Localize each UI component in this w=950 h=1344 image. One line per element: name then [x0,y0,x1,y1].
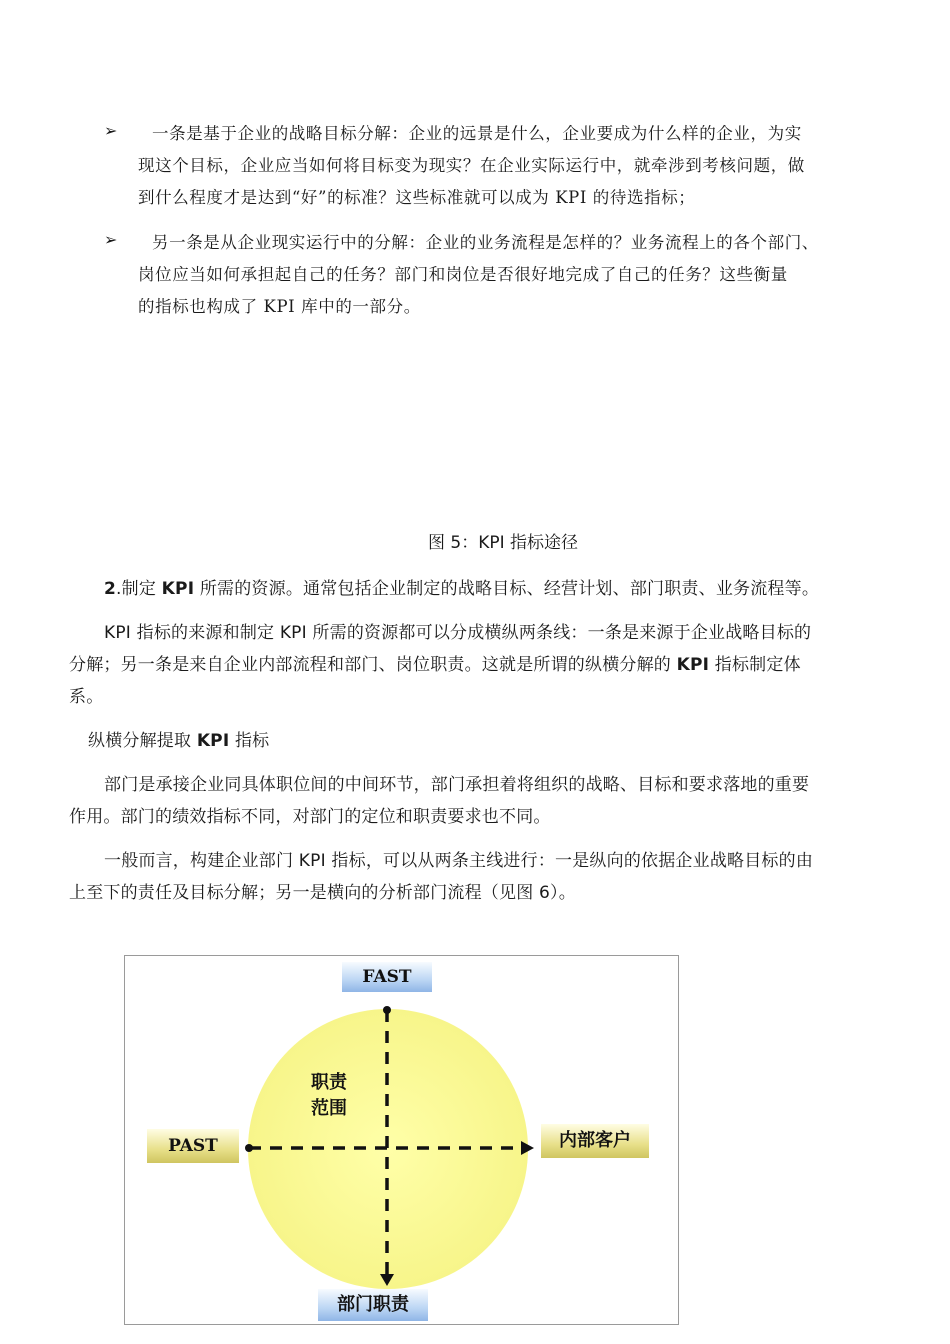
responsibility-scope-label-2: 范围 [311,1098,347,1119]
sources-line-2-b: 指标制定体 [709,655,801,675]
section-dot: . [116,579,122,599]
bullet-1-line-2: 现这个目标，企业应当如何将目标变为现实？在企业实际运行中，就牵涉到考核问题，做 [138,156,805,175]
horizontal-axis-start-dot [245,1144,253,1152]
dept-responsibility-label: 部门职责 [318,1289,428,1321]
extract-heading [88,726,269,751]
resources-text-b: 所需的资源。通常包括企业制定的战略目标、经营计划、部门职责、业务流程等。 [194,579,820,599]
sources-line-3: 系。 [69,687,104,707]
fast-label: FAST [342,962,432,992]
extract-heading-a: 纵横分解提取 [88,731,197,751]
extract-heading-b: 指标 [229,731,270,751]
past-label: PAST [147,1129,239,1163]
section-number: 2 [104,579,117,599]
bullet-arrow-icon: ➢ [104,230,118,249]
sources-line-2-kpi: KPI [676,655,710,675]
bullet-2-line-2: 岗位应当如何承担起自己的任务？部门和岗位是否很好地完成了自己的任务？这些衡量 [138,265,788,284]
bullet-1-line-3: 到什么程度才是达到“好”的标准？这些标准就可以成为 KPI 的待选指标； [138,188,696,207]
vertical-axis-start-dot [383,1006,391,1014]
bullet-arrow-icon: ➢ [104,121,118,140]
figure-5-caption: 图 5：KPI 指标途径 [427,533,579,553]
resources-kpi: KPI [161,579,195,599]
bullet-2-line-3: 的指标也构成了 KPI 库中的一部分。 [138,297,421,316]
bullet-1-line-1: 一条是基于企业的战略目标分解：企业的远景是什么，企业要成为什么样的企业，为实 [152,124,802,143]
resources-paragraph [104,574,819,599]
responsibility-scope-label-1: 职责 [311,1072,347,1093]
extract-heading-kpi: KPI [196,731,230,751]
sources-line-1: KPI 指标的来源和制定 KPI 所需的资源都可以分成横纵两条线：一条是来源于企业战略目标的 [104,623,812,643]
dept-line-1: 部门是承接企业同具体职位间的中间环节，部门承担着将组织的战略、目标和要求落地的重要 [104,775,810,795]
sources-line-2-a: 分解；另一条是来自企业内部流程和部门、岗位职责。这就是所谓的纵横分解的 [69,655,677,675]
internal-customer-label: 内部客户 [541,1124,649,1158]
general-line-2: 上至下的责任及目标分解；另一是横向的分析部门流程（见图 6）。 [69,883,576,903]
bullet-2-line-1: 另一条是从企业现实运行中的分解：企业的业务流程是怎样的？业务流程上的各个部门、 [152,233,819,252]
dept-line-2: 作用。部门的绩效指标不同，对部门的定位和职责要求也不同。 [69,807,551,827]
figure-6-diagram [124,955,679,1325]
general-line-1: 一般而言，构建企业部门 KPI 指标，可以从两条主线进行：一是纵向的依据企业战略目标的由 [104,851,814,871]
resources-text-a: 制定 [121,579,162,599]
sources-line-2 [69,650,801,675]
